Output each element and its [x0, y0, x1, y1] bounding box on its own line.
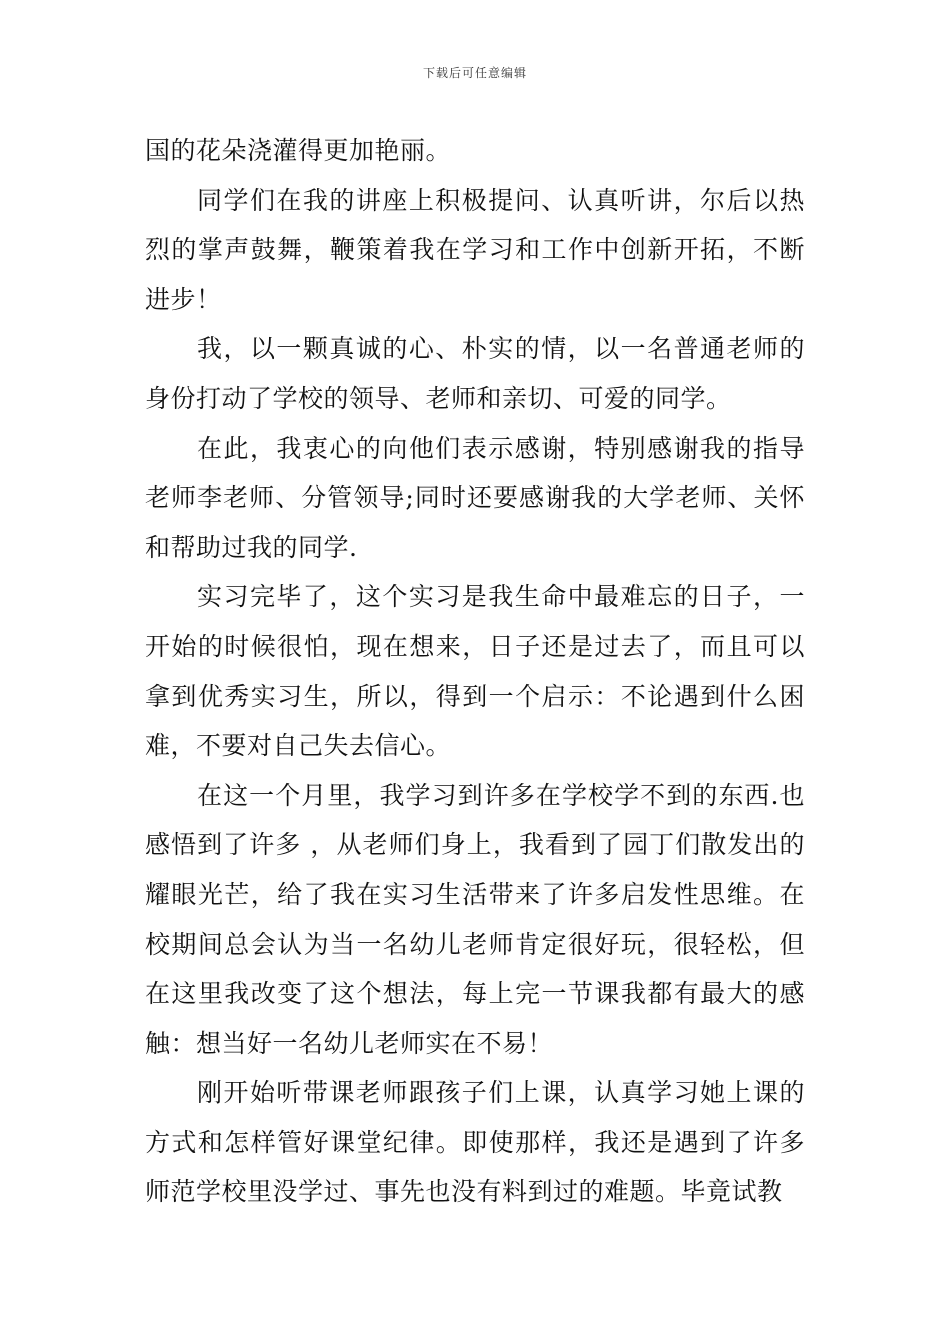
- paragraph: 实习完毕了，这个实习是我生命中最难忘的日子，一开始的时候很怕，现在想来，日子还是过去了，而且可以拿到优秀实习生，所以，得到一个启示：不论遇到什么困难，不要对自己失去信心。: [145, 582, 805, 761]
- paragraph: 刚开始听带课老师跟孩子们上课，认真学习她上课的方式和怎样管好课堂纪律。即使那样，我还是遇到了许多师范学校里没学过、事先也没有料到过的难题。毕竟试教: [145, 1078, 805, 1207]
- paragraph: 我，以一颗真诚的心、朴实的情，以一名普通老师的身份打动了学校的领导、老师和亲切、可爱的同学。: [145, 334, 805, 413]
- page-header: 下载后可任意编辑: [422, 66, 527, 80]
- paragraph: 在这一个月里，我学习到许多在学校学不到的东西.也感悟到了许多 ，从老师们身上，我看到了园丁们散发出的耀眼光芒，给了我在实习生活带来了许多启发性思维。在校期间总会认为当一名幼儿老师肯定很好玩，很轻松，但在这里我改变了这个想法，每上完一节课我都有最大的感触：想当好一名幼儿老师实在不易！: [145, 780, 805, 1058]
- paragraph: 在此，我衷心的向他们表示感谢，特别感谢我的指导老师李老师、分管领导;同时还要感谢我的大学老师、关怀和帮助过我的同学.: [145, 433, 805, 562]
- document-body: [145, 126, 805, 1217]
- paragraph: 同学们在我的讲座上积极提问、认真听讲，尔后以热烈的掌声鼓舞，鞭策着我在学习和工作中创新开拓，不断进步！: [145, 185, 805, 314]
- paragraph-continuation: 国的花朵浇灌得更加艳丽。: [145, 136, 452, 165]
